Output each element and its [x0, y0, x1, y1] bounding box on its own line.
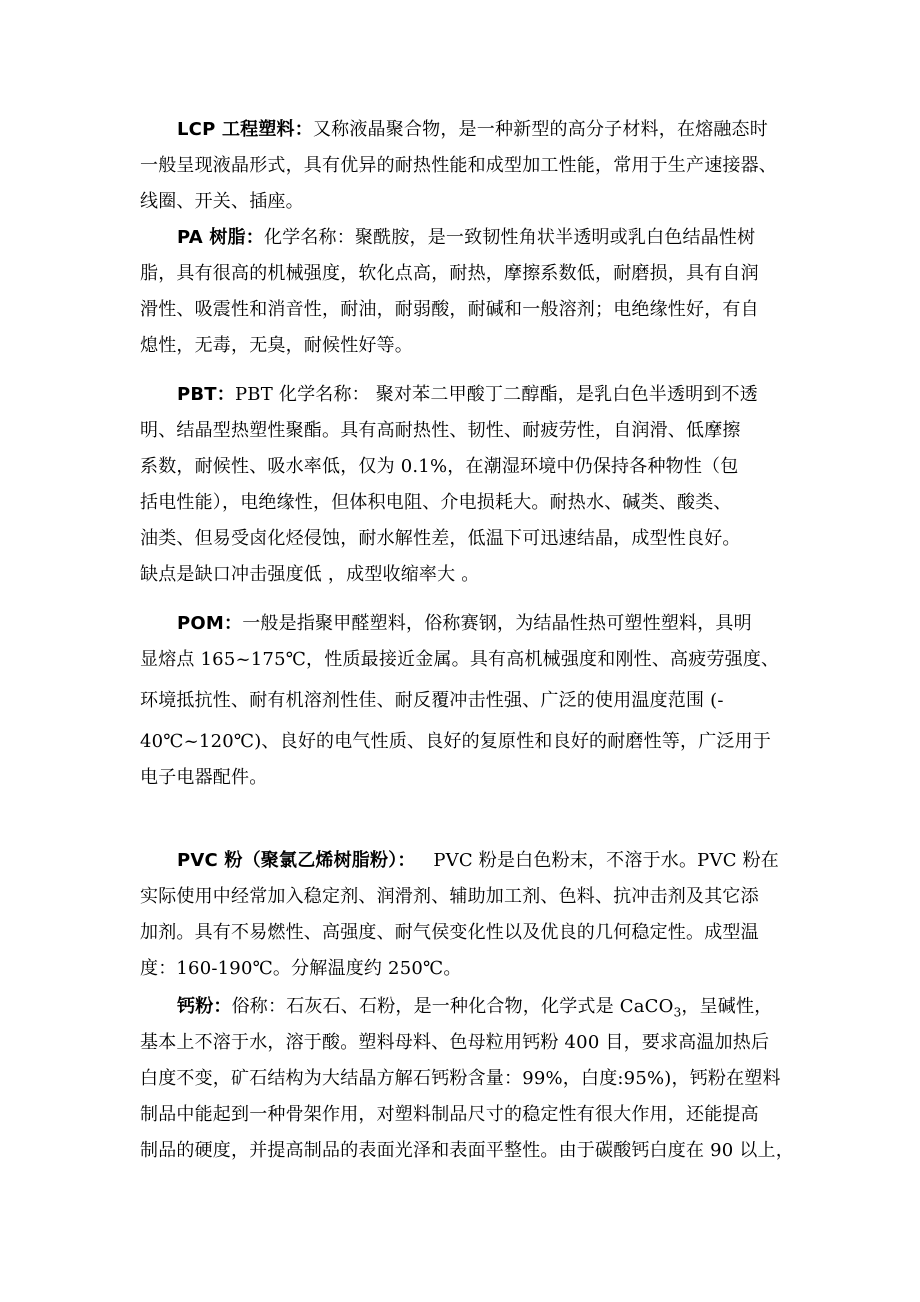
paragraph-line: PVC 粉（聚氯乙烯树脂粉）： PVC 粉是白色粉末，不溶于水。PVC 粉在	[177, 850, 779, 871]
paragraph-line: 电子电器配件。	[140, 767, 268, 788]
term-lcp: LCP 工程塑料：	[177, 119, 313, 140]
paragraph-line: 显熔点 165~175℃，性质最接近金属。具有高机械强度和刚性、高疲劳强度、	[140, 649, 780, 670]
paragraph-line: 度：160-190℃。分解温度约 250℃。	[140, 958, 462, 979]
term-calcium: 钙粉：	[177, 996, 232, 1017]
paragraph-line: 加剂。具有不易燃性、高强度、耐气侯变化性以及优良的几何稳定性。成型温	[140, 922, 759, 943]
paragraph-line: 制品中能起到一种骨架作用，对塑料制品尺寸的稳定性有很大作用，还能提高	[140, 1104, 759, 1125]
paragraph-line: 钙粉：俗称：石灰石、石粉，是一种化合物，化学式是 CaCO$_3$，呈碱性，	[177, 996, 773, 1020]
paragraph-line: 实际使用中经常加入稳定剂、润滑剂、辅助加工剂、色料、抗冲击剂及其它添	[140, 886, 759, 907]
paragraph-line: 脂，具有很高的机械强度，软化点高，耐热，摩擦系数低，耐磨损，具有自润	[140, 263, 759, 284]
paragraph-pa	[140, 220, 800, 364]
paragraph-line: LCP 工程塑料：又称液晶聚合物，是一种新型的高分子材料，在熔融态时	[177, 119, 768, 140]
paragraph-line: 油类、但易受卤化烃侵蚀，耐水解性差，低温下可迅速结晶，成型性良好。	[140, 528, 741, 549]
paragraph-line: 40℃~120℃)、良好的电气性质、良好的复原性和良好的耐磨性等，广泛用于	[140, 731, 772, 752]
paragraph-lcp	[140, 112, 800, 220]
term-pa: PA 树脂：	[177, 227, 264, 248]
paragraph-line: 熄性，无毒，无臭，耐候性好等。	[140, 335, 413, 356]
term-pom: POM：	[177, 613, 243, 634]
paragraph-line: 制品的硬度，并提高制品的表面光泽和表面平整性。由于碳酸钙白度在 90 以上，	[140, 1140, 794, 1161]
paragraph-pvc	[140, 843, 800, 987]
paragraph-line: 线圈、开关、插座。	[140, 191, 304, 212]
paragraph-line: 基本上不溶于水，溶于酸。塑料母料、色母粒用钙粉 400 目，要求高温加热后	[140, 1032, 770, 1053]
paragraph-line: 一般呈现液晶形式，具有优异的耐热性能和成型加工性能，常用于生产速接器、	[140, 155, 777, 176]
paragraph-line: 缺点是缺口冲击强度低 ，成型收缩率大 。	[140, 564, 480, 585]
paragraph-line: 明、结晶型热塑性聚酯。具有高耐热性、韧性、耐疲劳性，自润滑、低摩擦	[140, 420, 741, 441]
paragraph-line: 系数，耐候性、吸水率低，仅为 0.1%，在潮湿环境中仍保持各种物性（包	[140, 456, 739, 477]
paragraph-line: 环境抵抗性、耐有机溶剂性佳、耐反覆冲击性强、广泛的使用温度范围 (-	[140, 690, 724, 711]
term-pbt: PBT：	[177, 384, 235, 405]
paragraph-pbt	[140, 377, 800, 593]
term-pvc: PVC 粉（聚氯乙烯树脂粉）：	[177, 850, 416, 871]
paragraph-line: PBT：PBT 化学名称： 聚对苯二甲酸丁二醇酯，是乳白色半透明到不透	[177, 384, 758, 405]
paragraph-line: PA 树脂：化学名称：聚酰胺，是一致韧性角状半透明或乳白色结晶性树	[177, 227, 756, 248]
paragraph-line: POM：一般是指聚甲醛塑料，俗称赛钢，为结晶性热可塑性塑料，具明	[177, 613, 752, 634]
paragraph-line: 白度不变，矿石结构为大结晶方解石钙粉含量：99%，白度:95%)，钙粉在塑料	[140, 1068, 781, 1089]
paragraph-calcium	[140, 989, 800, 1169]
paragraph-pom	[140, 606, 800, 796]
paragraph-line: 滑性、吸震性和消音性，耐油，耐弱酸，耐碱和一般溶剂；电绝缘性好，有自	[140, 299, 759, 320]
paragraph-line: 括电性能），电绝缘性，但体积电阻、介电损耗大。耐热水、碱类、酸类、	[140, 492, 732, 513]
